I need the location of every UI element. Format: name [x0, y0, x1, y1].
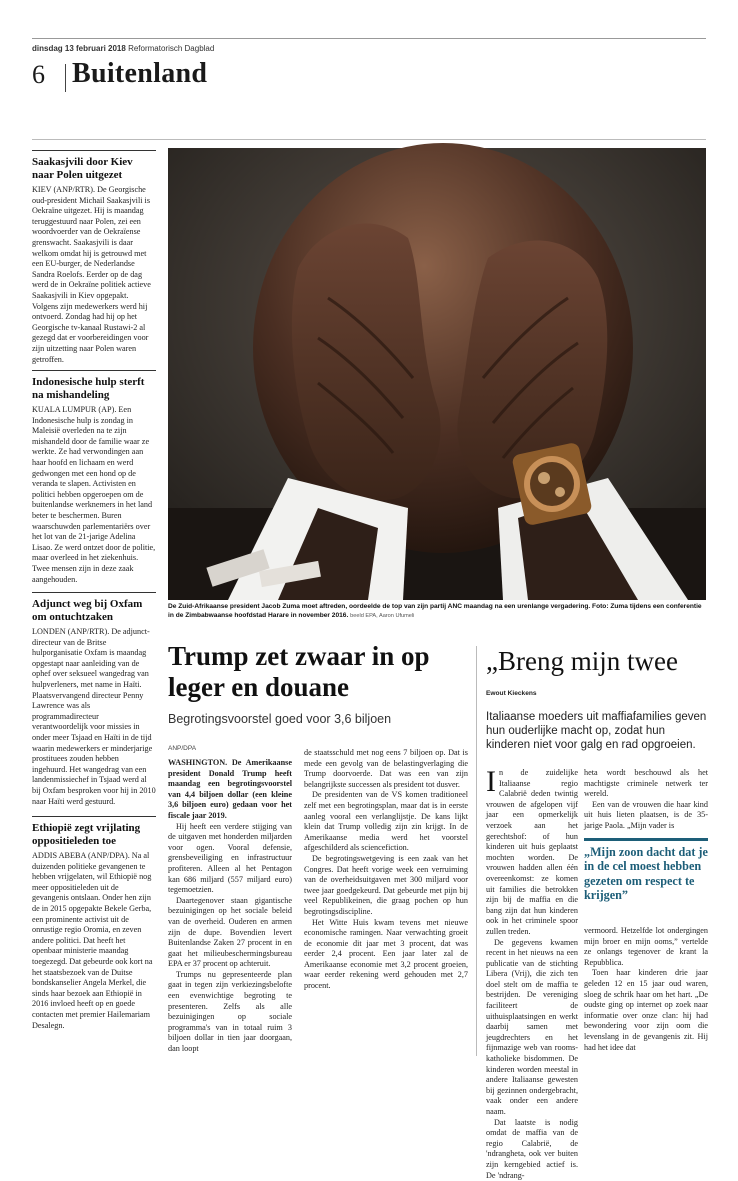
- article2-intro: Italiaanse moeders uit maffiafamilies geven hun ouderlijke macht op, zodat hun kinderen niet voor galg en rad opgroeien.: [486, 711, 707, 751]
- article-headline: Trump zet zwaar in op leger en douane: [168, 641, 430, 702]
- brief-title: Ethiopië zegt vrijlating oppositieleden toe: [32, 822, 141, 847]
- paragraph-text: n de zuidelijke Italiaanse regio Calabrië deden twintig vrouwen de afgelopen vijf jaar een opmerkelijk verzoek aan het gerechtshof: of hun kinderen uit huis geplaatst mochten worden. De vrouwen hadden allen één overeenkomst: ze komen uit families die betrokken zijn bij de maffia en die bang zijn dat hun kinderen ook in het criminele spoor zullen treden.: [486, 768, 578, 936]
- brief-ethiopia: [32, 822, 156, 1031]
- photo-credit: beeld EPA, Aaron Ufumeli: [350, 613, 415, 619]
- photo-illustration: [168, 148, 706, 600]
- news-photo: [168, 148, 706, 600]
- article-subheadline: Begrotingsvoorstel goed voor 3,6 biljoen: [168, 712, 392, 726]
- brief-text: LONDEN (ANP/RTR). De adjunct-directeur van de Britse hulporganisatie Oxfam is maandag opgestapt naar aanleiding van de ophef over seksueel wangedrag van hulpverleners, met name in Haïti. Plaatsvervangend directeur Penny Lawrence was als programmadirecteur verantwoordelijk voor missies in onder meer Tsjaad en Haïti in de tijd waarin medewerkers er minderjarige prostituees zouden hebben ingehuurd. Het wangedrag van een landenmissiechef in Tsjaad werd al bij Oxfam besproken voor hij in 2010 naar Haïti werd gestuurd.: [32, 627, 156, 806]
- brief-title: Adjunct weg bij Oxfam om ontuchtzaken: [32, 598, 143, 623]
- paragraph: vermoord. Hetzelfde lot ondergingen mijn broer en mijn ooms,” vertelde ze onlangs tegenover de krant la Repubblica.: [584, 926, 708, 967]
- article-column-2: [304, 748, 468, 992]
- header-divider: [65, 64, 66, 92]
- brief-title: Saakasjvili door Kiev naar Polen uitgezet: [32, 156, 133, 181]
- brief-divider: [32, 592, 156, 593]
- paragraph: De gegevens kwamen recent in het nieuws na een publicatie van de stichting Libera (Vrij), die zich ten doel stelt om de maffia te bestrijden. De vereniging faciliteert de uithuisplaatsingen en werkt daarbij samen met jeugdrechters en het fijnmazige web van rooms-katholieke bisdommen. De kinderen worden meestal in andere Italiaanse gewesten bij gezinnen ondergebracht, vaak onder een andere naam.: [486, 937, 578, 1116]
- paragraph: de staatsschuld met nog eens 7 biljoen op. Dat is mede een gevolg van de belastingverlaging die Trump doorvoerde. Dat was een van zijn belangrijkste successen als president tot dusver.: [304, 748, 468, 789]
- brief-oxfam: [32, 598, 156, 807]
- brief-text: ADDIS ABEBA (ANP/DPA). Na al duizenden politieke gevangenen te hebben vrijgelaten, wil Ethiopië nog meer oppositieleden uit de gevangenis ontslaan. Onder hen zijn de in 2015 opgepakte Bekele Gerba, een prominente activist uit de onrustige regio Oromia, en zeven andere politici. Dat heeft het openbaar ministerie maandag toegezegd. Dat gebeurde ook kort na het staatsbezoek van de Duitse bondskanselier Angela Merkel, die sinds haar bezoek aan Ethiopië in 2016 invloed heeft op en goede contacten met premier Hailemariam Desalegn.: [32, 851, 153, 1030]
- photo-caption: [168, 602, 706, 621]
- section-title: Buitenland: [72, 58, 208, 89]
- paragraph: Hij heeft een verdere stijging van de uitgaven met honderden miljarden voor ogen. Vooral defensie, grensbeveiliging en infrastructuur profiteren. Alleen al het Pentagon kan 686 miljard (557 miljard euro) tegemoetzien.: [168, 821, 292, 895]
- paragraph: heta wordt beschouwd als het machtigste criminele netwerk ter wereld.: [584, 768, 708, 799]
- brief-divider: [32, 370, 156, 371]
- brief-divider: [32, 816, 156, 817]
- brief-text: KIEV (ANP/RTR). De Georgische oud-president Michail Saakasjvili is Oekraïne uitgezet. Hij is maandag teruggestuurd naar Polen, zei een woordvoerder van de Oekraïense grenswacht. Saakasjvili is daar welkom omdat hij is getrouwd met een EU-burger, de Nederlandse Sandra Roelofs. Eerder op de dag werd de in Oekraïne politiek actieve Saakasjvili in Kiev opgepakt. Volgens zijn medewerkers werd hij ontvoerd. Zondag had hij op het Georgische tv-kanaal Rustawi-2 al gezegd dat er voorbereidingen voor zijn uitzetting naar Polen waren getroffen.: [32, 185, 151, 364]
- paragraph: Toen haar kinderen drie jaar geleden 12 en 15 jaar oud waren, sloeg de schrik haar om het hart. „De oudste ging op internet op zoek naar informatie over onze clan: hij had bewondering voor zijn oom die levenslang in de gevangenis zit. Hij had het idee dat: [584, 968, 708, 1052]
- newspaper-name: Reformatorisch Dagblad: [128, 44, 215, 53]
- brief-indonesian-aid: [32, 376, 156, 585]
- article-source: ANP/DPA: [168, 745, 197, 752]
- paragraph: De presidenten van de VS komen traditioneel zelf met een begrotingsplan, maar dat is in eerste aanleg vooral een verlanglijstje. De kans lijkt klein dat Trump volledig zijn zin krijgt. In de Amerikaanse media werd het voorstel afgeschilderd als sciencefiction.: [304, 790, 468, 853]
- paragraph: De begrotingswetgeving is een zaak van het Congres. Dat heeft vorige week een verruiming van de overheidsuitgaven met 300 miljard voor twee jaar goedgekeurd. Dat gebeurde met pijn bij veel Republikeinen, die graag pochen op hun begrotingsdiscipline.: [304, 853, 468, 916]
- brief-title: Indonesische hulp sterft na mishandeling: [32, 376, 145, 401]
- article2-author: Ewout Kieckens: [486, 690, 537, 697]
- article-lead: WASHINGTON. De Amerikaanse president Donald Trump heeft maandag een begrotingsvoorstel van 4,4 biljoen dollar (een kleine 3,6 biljoen euro) gedaan voor het fiscale jaar 2019.: [168, 758, 292, 820]
- page-number: 6: [32, 60, 45, 89]
- paragraph: [486, 765, 578, 938]
- brief-divider: [32, 150, 156, 151]
- paragraph: Trumps nu gepresenteerde plan gaat in tegen zijn verkiezingsbelofte een evenwichtige begroting te presenteren. Zelfs als alle bezuinigingen op sociale programma's van in totaal ruim 3 biljoen dollar in tien jaar doorgaan, dan loopt: [168, 969, 292, 1054]
- brief-saakasjvili: [32, 156, 156, 365]
- article2-column-2-top: [584, 768, 708, 832]
- paragraph: Het Witte Huis kwam tevens met nieuwe economische ramingen. Naar verwachting groeit de economie dit jaar met 3 procent, dat was eerder 2,4 procent. Een jaar later zal de Amerikaanse economie met 3,2 procent groeien, waar eerder rekening werd gehouden met 2,7 procent.: [304, 917, 468, 991]
- article2-headline: „Breng mijn twee: [486, 646, 678, 676]
- pull-quote: „Mijn zoon dacht dat je in de cel moest hebben gezeten om respect te krijgen”: [584, 838, 708, 902]
- article-column-1: [168, 758, 292, 1055]
- issue-date: dinsdag 13 februari 2018: [32, 44, 126, 53]
- header-rule: [32, 139, 706, 140]
- caption-text: De Zuid-Afrikaanse president Jacob Zuma moet aftreden, oordeelde de top van zijn partij ANC maandag na een urenlange vergadering. Foto: Zuma tijdens een conferentie in de Zimbabwaanse hoofdstad Harare in november 2016.: [168, 603, 702, 619]
- column-divider: [476, 646, 477, 1056]
- dateline: [32, 44, 214, 53]
- paragraph: Dat laatste is nodig omdat de maffia van de regio Calabrië, de 'ndrangheta, ook ver buiten zijn kerngebied actief is. De 'ndrang-: [486, 1117, 578, 1180]
- brief-text: KUALA LUMPUR (AP). Een Indonesische hulp is zondag in Maleisië overleden na te zijn mishandeld door de familie waar ze werkte. Ze had verwondingen aan haar hoofd en lichaam en werd gedwongen met een hond op de veranda te slapen. Activisten en politici hebben opgeroepen om de buitenlandse werknemers in het land beter te beschermen. Buren waarschuwden parlementariërs over het lot van de 21-jarige Adelina Lisao. Ze werd ontzet door de politie, maar overleed in het ziekenhuis. Twee mensen zijn in deze zaak aangehouden.: [32, 405, 156, 584]
- article2-column-2-bottom: [584, 926, 708, 1053]
- page-header: [32, 56, 706, 96]
- drop-cap: I: [486, 765, 496, 798]
- top-rule: [32, 38, 706, 39]
- paragraph: Daartegenover staan gigantische bezuinigingen op het sociale beleid van de overheid. Ouderen en armen zijn de dupe. Bovendien levert Buitenlandse Zaken 27 procent in en gaat het milieubeschermingsbureau EPA er 37 procent op achteruit.: [168, 895, 292, 969]
- article2-column-1: [486, 765, 578, 1181]
- paragraph: Een van de vrouwen die haar kind uit huis lieten plaatsen, is de 35-jarige Paola. „Mijn vader is: [584, 799, 708, 830]
